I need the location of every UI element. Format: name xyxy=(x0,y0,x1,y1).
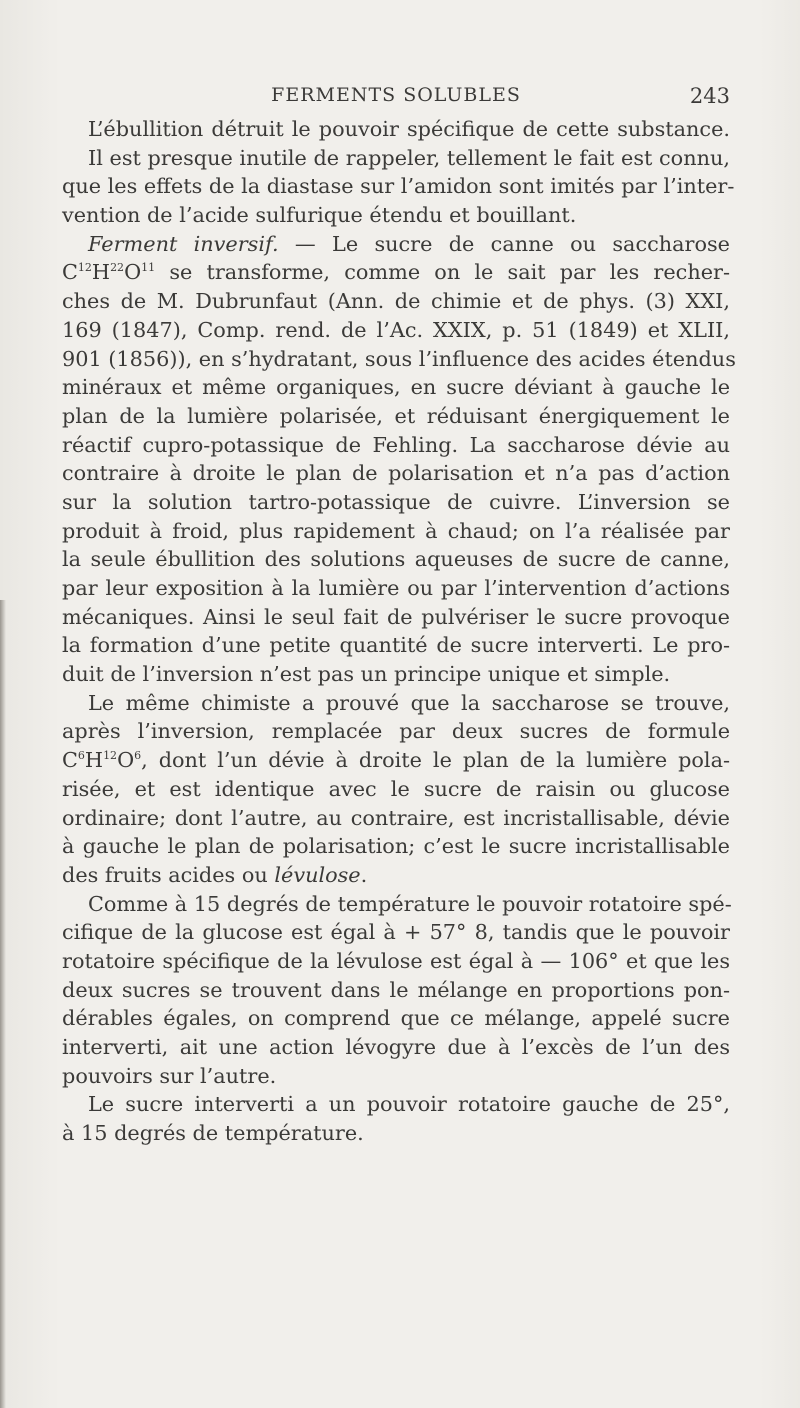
text-line: la seule ébullition des solutions aqueuses de sucre de canne, xyxy=(62,547,730,572)
text-line: pouvoirs sur l’autre. xyxy=(62,1063,277,1088)
text-line-rest: , dont l’un dévie à droite le plan de la lumière pola- xyxy=(141,748,730,773)
page-gutter-shadow xyxy=(0,600,6,1408)
formula-saccharose: $C^{12}H^{22}O^{11}$ xyxy=(62,260,156,285)
text-line: réactif cupro-potassique de Fehling. La saccharose dévie au xyxy=(62,432,730,457)
text-line: plan de la lumière polarisée, et réduisant énergiquement le xyxy=(62,403,730,428)
text-line: mécaniques. Ainsi le seul fait de pulvériser le sucre provoque xyxy=(62,604,730,629)
text-line: par leur exposition à la lumière ou par l’intervention d’actions xyxy=(62,576,730,600)
page-number: 243 xyxy=(689,84,730,108)
text-line: 169 (1847), Comp. rend. de l’Ac. XXIX, p. 51 (1849) et XLII, xyxy=(62,317,730,342)
section-term-ferment-inversif: Ferment inversif. xyxy=(88,231,279,256)
text-line: Le même chimiste a prouvé que la saccharose se trouve, xyxy=(88,690,730,715)
term-levulose: lévulose xyxy=(274,862,361,887)
text-line: contraire à droite le plan de polarisation et n’a pas d’action xyxy=(62,461,730,486)
text-line: dérables égales, on comprend que ce mélange, appelé sucre xyxy=(62,1006,730,1031)
text-line: Comme à 15 degrés de température le pouvoir rotatoire spé- xyxy=(88,891,732,916)
text-line: à gauche le plan de polarisation; c’est le sucre incristallisable xyxy=(62,834,730,859)
text-line: duit de l’inversion n’est pas un principe unique et simple. xyxy=(62,662,671,687)
text-line xyxy=(62,258,730,287)
text-line: sur la solution tartro-potassique de cuivre. L’inversion se xyxy=(62,489,730,514)
text-line: Le sucre interverti a un pouvoir rotatoire gauche de 25°, xyxy=(88,1092,730,1117)
text-line xyxy=(62,746,730,775)
text-line: produit à froid, plus rapidement à chaud; on l’a réalisée par xyxy=(62,518,730,543)
text-line-rest: — Le sucre de canne ou saccharose xyxy=(294,231,730,256)
formula-hexose: $C^6H^{12}O^6$ xyxy=(62,748,142,773)
text-line: des fruits acides ou lévulose. xyxy=(62,862,368,887)
text-line: risée, et est identique avec le sucre de raisin ou glucose xyxy=(62,776,730,801)
text-line: ches de M. Dubrunfaut (Ann. de chimie et de phys. (3) XXI, xyxy=(62,289,730,314)
text-line: ordinaire; dont l’autre, au contraire, est incristallisable, dévie xyxy=(62,805,730,830)
text-line: 901 (1856)), en s’hydratant, sous l’influence des acides étendus xyxy=(62,346,736,371)
text-line: interverti, ait une action lévogyre due à l’excès de l’un des xyxy=(62,1035,730,1059)
running-header-title: FERMENTS SOLUBLES xyxy=(271,84,521,106)
text-line xyxy=(62,230,730,259)
text-line: après l’inversion, remplacée par deux sucres de formule xyxy=(62,719,730,744)
running-header xyxy=(62,84,730,114)
text-line: la formation d’une petite quantité de sucre interverti. Le pro- xyxy=(62,633,730,658)
text-line: que les effets de la diastase sur l’amidon sont imités par l’inter- xyxy=(62,174,735,199)
text-line: L’ébullition détruit le pouvoir spécifique de cette substance. xyxy=(88,117,730,141)
text-line: Il est presque inutile de rappeler, tellement le fait est connu, xyxy=(88,145,730,170)
text-line: minéraux et même organiques, en sucre déviant à gauche le xyxy=(62,375,730,400)
text-line: vention de l’acide sulfurique étendu et bouillant. xyxy=(62,203,577,228)
text-line-rest: se transforme, comme on le sait par les recher- xyxy=(169,260,730,285)
body-text xyxy=(62,115,736,1148)
text-line: à 15 degrés de température. xyxy=(62,1121,364,1146)
text-line: rotatoire spécifique de la lévulose est égal à — 106° et que les xyxy=(62,948,730,973)
text-line: deux sucres se trouvent dans le mélange en proportions pon- xyxy=(62,977,730,1002)
text-line: cifique de la glucose est égal à + 57° 8, tandis que le pouvoir xyxy=(62,920,730,945)
